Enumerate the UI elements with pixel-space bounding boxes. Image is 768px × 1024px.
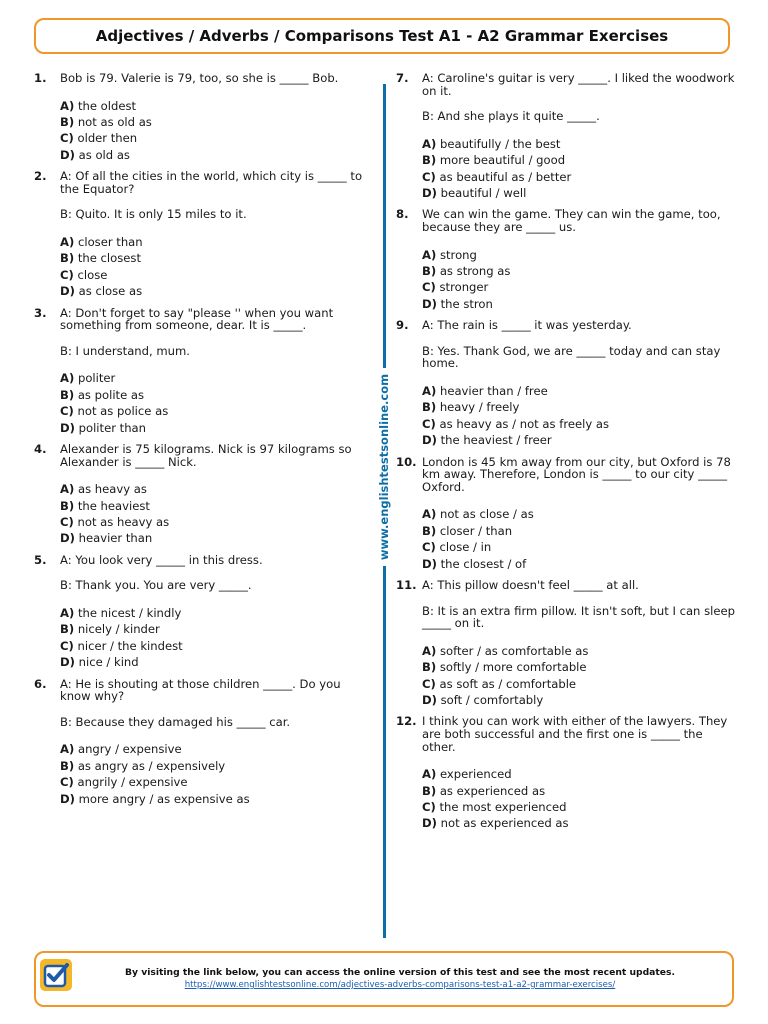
option-letter: D) bbox=[60, 791, 75, 806]
question-text: London is 45 km away from our city, but Oxford is 78 km away. Therefore, London is _____ to our city _____ Oxford. bbox=[422, 454, 731, 494]
question-body bbox=[422, 319, 736, 448]
option-text: nicer / the kindest bbox=[77, 638, 183, 653]
question-number: 10. bbox=[396, 454, 417, 469]
option-letter: B) bbox=[60, 758, 75, 773]
question-text: I think you can work with either of the lawyers. They are both successful and the first one is _____ the other. bbox=[422, 714, 728, 754]
question-text: B: Quito. It is only 15 miles to it. bbox=[60, 207, 247, 222]
option-letter: B) bbox=[422, 400, 437, 415]
option-letter: D) bbox=[422, 816, 437, 831]
option-text: softly / more comfortable bbox=[439, 660, 587, 675]
option-text: beautifully / the best bbox=[439, 136, 561, 151]
answer-option[interactable] bbox=[422, 279, 736, 295]
option-letter: D) bbox=[60, 531, 75, 546]
option-letter: D) bbox=[60, 420, 75, 435]
option-letter: C) bbox=[60, 404, 74, 419]
option-letter: D) bbox=[60, 655, 75, 670]
left-column bbox=[34, 72, 374, 814]
question-text: B: It is an extra firm pillow. It isn't soft, but I can sleep _____ on it. bbox=[422, 603, 735, 631]
option-letter: C) bbox=[60, 775, 74, 790]
question-8 bbox=[396, 208, 736, 312]
column-divider-bottom bbox=[383, 566, 386, 938]
question-text: A: Caroline's guitar is very _____. I liked the woodwork on it. bbox=[422, 71, 735, 98]
answer-options bbox=[60, 481, 374, 547]
option-letter: C) bbox=[60, 638, 74, 653]
question-body bbox=[422, 715, 736, 831]
option-text: politer than bbox=[78, 420, 146, 435]
answer-option[interactable] bbox=[60, 283, 374, 299]
option-text: experienced bbox=[439, 767, 512, 782]
answer-options bbox=[422, 506, 736, 572]
answer-option[interactable] bbox=[422, 766, 736, 782]
answer-options bbox=[422, 247, 736, 313]
question-12 bbox=[396, 715, 736, 831]
answer-option[interactable] bbox=[422, 399, 736, 415]
option-text: not as heavy as bbox=[77, 515, 170, 530]
question-text: B: I understand, mum. bbox=[60, 343, 190, 358]
answer-options bbox=[60, 98, 374, 164]
question-2 bbox=[34, 170, 374, 299]
answer-option[interactable] bbox=[422, 676, 736, 692]
answer-option[interactable] bbox=[422, 539, 736, 555]
question-text: Bob is 79. Valerie is 79, too, so she is _____ Bob. bbox=[60, 71, 339, 85]
answer-option[interactable] bbox=[422, 659, 736, 675]
question-5 bbox=[34, 554, 374, 671]
option-letter: B) bbox=[60, 251, 75, 266]
answer-option[interactable] bbox=[422, 263, 736, 279]
option-text: softer / as comfortable as bbox=[439, 643, 589, 658]
option-letter: A) bbox=[60, 98, 75, 113]
question-7 bbox=[396, 72, 736, 201]
option-text: more beautiful / good bbox=[439, 153, 566, 168]
question-number: 5. bbox=[34, 552, 47, 567]
option-text: not as experienced as bbox=[440, 816, 569, 831]
option-letter: D) bbox=[422, 186, 437, 200]
option-letter: D) bbox=[422, 433, 437, 448]
answer-option[interactable] bbox=[60, 147, 374, 163]
answer-options bbox=[60, 234, 374, 300]
question-number: 7. bbox=[396, 71, 409, 85]
answer-option[interactable] bbox=[422, 692, 736, 708]
answer-option[interactable] bbox=[422, 296, 736, 312]
option-text: politer bbox=[77, 371, 116, 386]
footer-notice: By visiting the link below, you can access the online version of this test and see the most recent updates. bbox=[125, 967, 675, 978]
option-text: the heaviest / freer bbox=[440, 433, 552, 448]
question-text: A: You look very _____ in this dress. bbox=[60, 552, 263, 567]
option-text: not as police as bbox=[77, 404, 169, 419]
answer-options bbox=[422, 383, 736, 449]
option-text: as heavy as bbox=[77, 482, 147, 497]
option-text: heavy / freely bbox=[439, 400, 520, 415]
option-letter: A) bbox=[422, 767, 437, 782]
answer-option[interactable] bbox=[422, 799, 736, 815]
answer-option[interactable] bbox=[422, 783, 736, 799]
answer-option[interactable] bbox=[60, 130, 374, 146]
answer-option[interactable] bbox=[422, 506, 736, 522]
option-text: soft / comfortably bbox=[440, 693, 544, 708]
option-text: closer than bbox=[77, 235, 143, 249]
answer-options bbox=[60, 370, 374, 436]
question-body bbox=[422, 456, 736, 572]
question-number: 4. bbox=[34, 442, 47, 457]
question-1 bbox=[34, 72, 374, 163]
question-body bbox=[422, 72, 736, 201]
question-body bbox=[422, 579, 736, 708]
option-text: older then bbox=[77, 131, 138, 146]
question-4 bbox=[34, 443, 374, 547]
option-letter: C) bbox=[422, 800, 436, 815]
question-text: B: And she plays it quite _____. bbox=[422, 109, 600, 124]
answer-option[interactable] bbox=[60, 741, 374, 757]
option-letter: C) bbox=[422, 540, 436, 555]
question-number: 1. bbox=[34, 71, 47, 85]
right-column bbox=[396, 72, 736, 839]
option-text: the most experienced bbox=[439, 800, 567, 815]
answer-options bbox=[422, 643, 736, 709]
column-divider-top bbox=[383, 84, 386, 368]
footer bbox=[34, 951, 734, 1007]
answer-option[interactable] bbox=[60, 530, 374, 546]
answer-option[interactable] bbox=[60, 758, 374, 774]
answer-option[interactable] bbox=[422, 169, 736, 185]
answer-option[interactable] bbox=[60, 514, 374, 530]
answer-option[interactable] bbox=[422, 185, 736, 201]
answer-option[interactable] bbox=[60, 420, 374, 436]
answer-option[interactable] bbox=[422, 247, 736, 263]
checkbox-icon bbox=[40, 959, 72, 991]
option-text: not as old as bbox=[77, 115, 152, 129]
answer-option[interactable] bbox=[60, 774, 374, 790]
option-letter: A) bbox=[422, 643, 437, 658]
side-watermark: www.englishtestsonline.com bbox=[377, 373, 391, 561]
option-text: angrily / expensive bbox=[77, 775, 188, 790]
answer-option[interactable] bbox=[422, 556, 736, 572]
option-text: nice / kind bbox=[78, 655, 139, 670]
answer-option[interactable] bbox=[60, 605, 374, 621]
option-text: as beautiful as / better bbox=[439, 169, 572, 184]
option-text: heavier than bbox=[78, 531, 153, 546]
answer-option[interactable] bbox=[60, 403, 374, 419]
question-body bbox=[60, 443, 374, 547]
answer-option[interactable] bbox=[422, 136, 736, 152]
option-letter: C) bbox=[60, 267, 74, 282]
option-text: the nicest / kindly bbox=[77, 606, 182, 621]
answer-option[interactable] bbox=[60, 98, 374, 114]
option-text: as soft as / comfortable bbox=[439, 676, 577, 691]
page-title: Adjectives / Adverbs / Comparisons Test A1 - A2 Grammar Exercises bbox=[34, 18, 730, 54]
question-6 bbox=[34, 678, 374, 807]
question-text: A: The rain is _____ it was yesterday. bbox=[422, 318, 632, 333]
option-letter: A) bbox=[60, 371, 75, 386]
answer-option[interactable] bbox=[60, 791, 374, 807]
answer-option[interactable] bbox=[60, 114, 374, 130]
option-text: close / in bbox=[439, 540, 492, 555]
option-letter: D) bbox=[60, 284, 75, 299]
option-letter: C) bbox=[60, 131, 74, 146]
answer-option[interactable] bbox=[60, 498, 374, 514]
answer-option[interactable] bbox=[422, 152, 736, 168]
option-text: closer / than bbox=[439, 523, 513, 538]
answer-option[interactable] bbox=[60, 621, 374, 637]
option-text: heavier than / free bbox=[439, 384, 548, 398]
question-text: A: He is shouting at those children _____. Do you know why? bbox=[60, 676, 341, 704]
question-text: A: Don't forget to say "please '' when you want something from someone, dear. It is _____. bbox=[60, 305, 334, 333]
option-letter: C) bbox=[422, 280, 436, 295]
answer-option[interactable] bbox=[422, 643, 736, 659]
option-letter: A) bbox=[422, 136, 437, 151]
question-3 bbox=[34, 307, 374, 436]
question-number: 6. bbox=[34, 676, 47, 691]
question-text: Alexander is 75 kilograms. Nick is 97 kilograms so Alexander is _____ Nick. bbox=[60, 442, 352, 469]
option-letter: A) bbox=[60, 742, 75, 757]
option-letter: B) bbox=[422, 153, 437, 168]
answer-option[interactable] bbox=[60, 267, 374, 283]
question-number: 9. bbox=[396, 318, 409, 333]
option-letter: A) bbox=[60, 606, 75, 621]
answer-option[interactable] bbox=[60, 654, 374, 670]
option-text: as old as bbox=[78, 147, 130, 162]
question-number: 3. bbox=[34, 305, 47, 320]
option-letter: A) bbox=[422, 384, 437, 398]
option-letter: B) bbox=[422, 523, 437, 538]
option-text: strong bbox=[439, 247, 477, 262]
option-letter: B) bbox=[422, 264, 437, 278]
answer-option[interactable] bbox=[60, 481, 374, 497]
answer-options bbox=[60, 605, 374, 671]
question-text: A: This pillow doesn't feel _____ at all. bbox=[422, 578, 639, 593]
option-letter: B) bbox=[60, 498, 75, 513]
option-text: the heaviest bbox=[77, 498, 150, 513]
option-letter: A) bbox=[60, 235, 75, 249]
question-10 bbox=[396, 456, 736, 572]
option-text: as angry as / expensively bbox=[77, 758, 226, 773]
option-text: the closest bbox=[77, 251, 141, 266]
question-body bbox=[60, 307, 374, 436]
answer-options bbox=[422, 766, 736, 832]
answer-option[interactable] bbox=[422, 523, 736, 539]
question-body bbox=[422, 208, 736, 312]
option-letter: D) bbox=[60, 147, 75, 162]
answer-options bbox=[422, 136, 736, 202]
option-letter: B) bbox=[60, 622, 75, 637]
option-letter: A) bbox=[422, 507, 437, 522]
question-body bbox=[60, 170, 374, 299]
answer-option[interactable] bbox=[60, 250, 374, 266]
question-9 bbox=[396, 319, 736, 448]
footer-link[interactable]: https://www.englishtestsonline.com/adjectives-adverbs-comparisons-test-a1-a2-grammar-exercises/ bbox=[184, 980, 616, 990]
option-text: the closest / of bbox=[440, 556, 527, 571]
option-letter: B) bbox=[422, 660, 437, 675]
question-text: B: Because they damaged his _____ car. bbox=[60, 714, 291, 729]
option-letter: B) bbox=[60, 115, 75, 129]
answer-option[interactable] bbox=[422, 815, 736, 831]
option-letter: C) bbox=[422, 169, 436, 184]
option-letter: D) bbox=[422, 693, 437, 708]
question-number: 2. bbox=[34, 169, 47, 184]
option-letter: C) bbox=[422, 676, 436, 691]
option-text: the stron bbox=[440, 296, 493, 311]
option-letter: C) bbox=[422, 416, 436, 431]
answer-option[interactable] bbox=[422, 432, 736, 448]
option-text: as polite as bbox=[77, 387, 145, 402]
question-11 bbox=[396, 579, 736, 708]
option-text: close bbox=[77, 267, 108, 282]
question-number: 8. bbox=[396, 207, 409, 222]
question-text: B: Yes. Thank God, we are _____ today and can stay home. bbox=[422, 343, 721, 371]
answer-option[interactable] bbox=[60, 370, 374, 386]
option-text: as strong as bbox=[439, 264, 511, 278]
question-text: We can win the game. They can win the game, too, because they are _____ us. bbox=[422, 207, 721, 234]
question-body bbox=[60, 72, 374, 163]
option-letter: B) bbox=[60, 387, 75, 402]
option-letter: A) bbox=[422, 247, 437, 262]
option-letter: C) bbox=[60, 515, 74, 530]
option-letter: D) bbox=[422, 296, 437, 311]
option-letter: D) bbox=[422, 556, 437, 571]
option-text: stronger bbox=[439, 280, 489, 295]
answer-option[interactable] bbox=[60, 387, 374, 403]
option-text: the oldest bbox=[77, 98, 137, 113]
question-body bbox=[60, 678, 374, 807]
option-text: nicely / kinder bbox=[77, 622, 160, 637]
question-text: A: Of all the cities in the world, which city is _____ to the Equator? bbox=[60, 169, 363, 196]
question-number: 11. bbox=[396, 578, 417, 593]
option-text: as close as bbox=[78, 284, 143, 299]
option-text: angry / expensive bbox=[77, 742, 182, 757]
answer-option[interactable] bbox=[60, 234, 374, 250]
answer-option[interactable] bbox=[422, 416, 736, 432]
option-text: as heavy as / not as freely as bbox=[439, 416, 610, 431]
option-text: as experienced as bbox=[439, 783, 546, 798]
question-number: 12. bbox=[396, 714, 417, 729]
option-text: more angry / as expensive as bbox=[78, 791, 250, 806]
answer-option[interactable] bbox=[60, 638, 374, 654]
question-text: B: Thank you. You are very _____. bbox=[60, 578, 252, 593]
option-letter: B) bbox=[422, 783, 437, 798]
answer-option[interactable] bbox=[422, 383, 736, 399]
option-letter: A) bbox=[60, 482, 75, 497]
option-text: beautiful / well bbox=[440, 186, 527, 200]
answer-options bbox=[60, 741, 374, 807]
option-text: not as close / as bbox=[439, 507, 534, 522]
question-body bbox=[60, 554, 374, 671]
